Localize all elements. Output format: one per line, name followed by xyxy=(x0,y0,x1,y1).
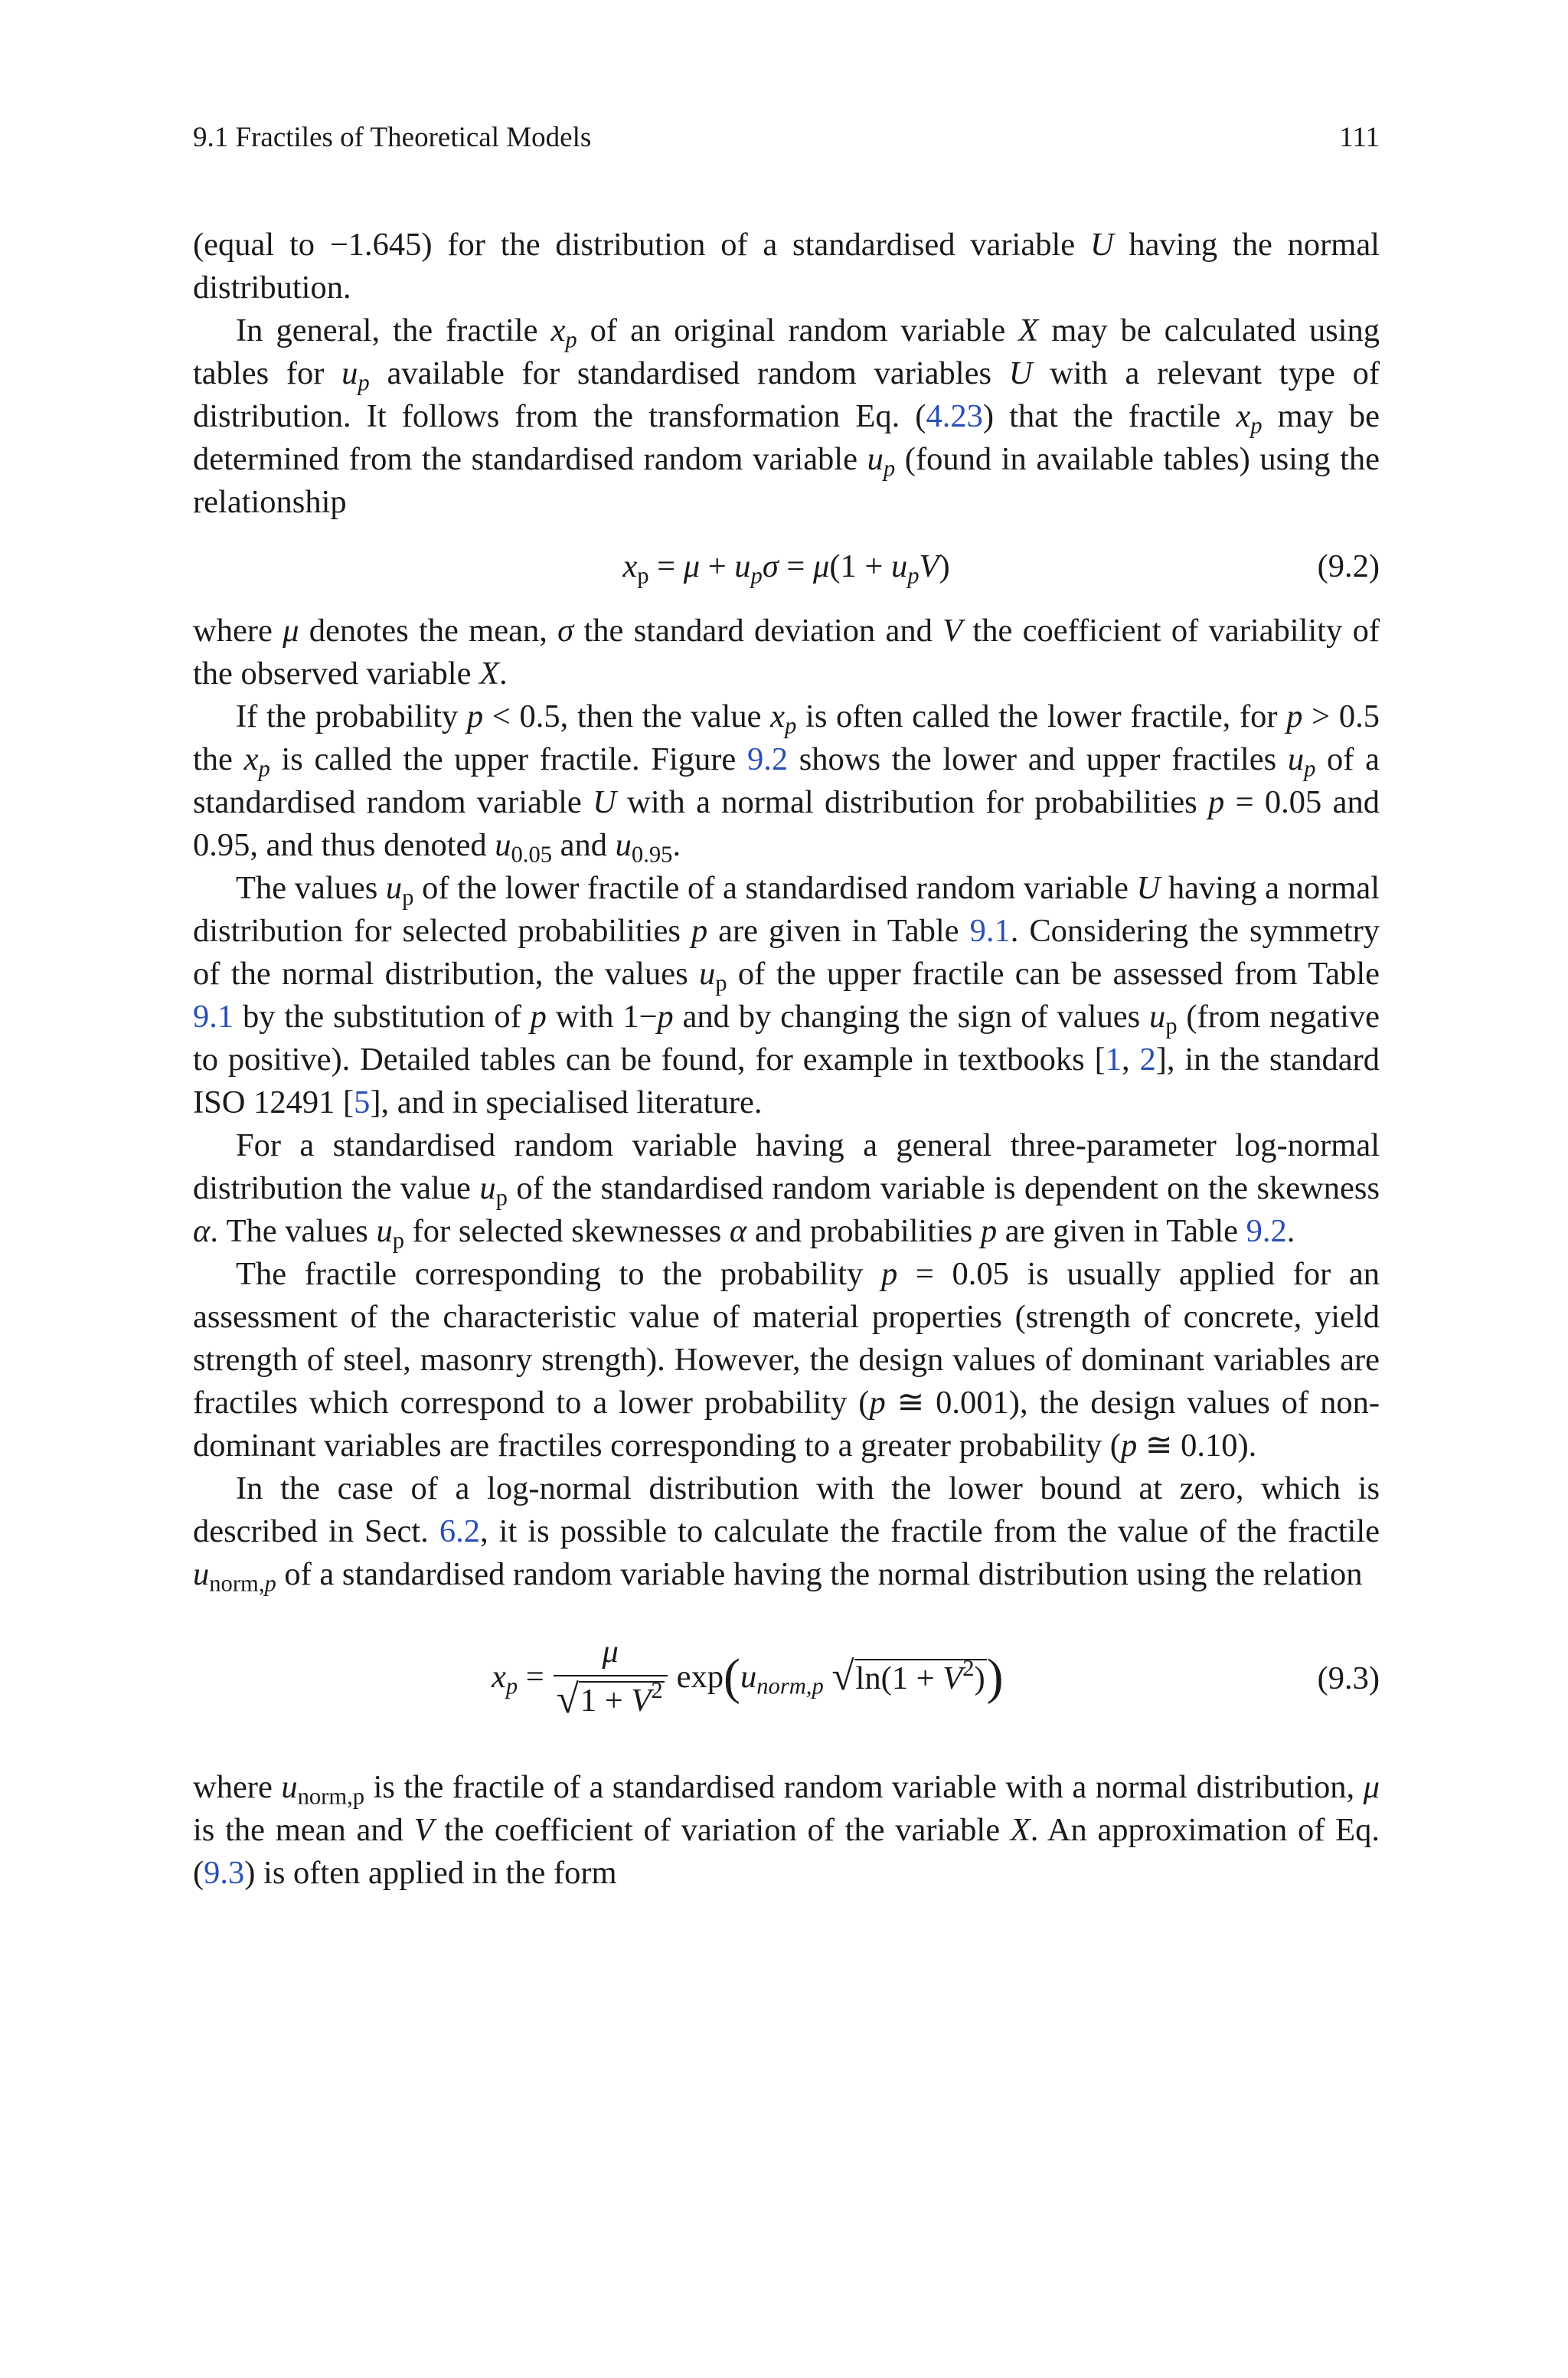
figure-link-9-2[interactable]: 9.2 xyxy=(746,741,789,777)
table-link-9-1-second[interactable]: 9.1 xyxy=(193,999,234,1035)
paragraph-4: If the probability p < 0.5, then the value $x_p$ is often called the lower fractile, for p > 0.5 the $x_p$ is called the upper fractile. Figure 9.2 shows the lower and upper fractiles $u_p$ of a standardised random variable U with a normal distribution for probabilities p = 0.05 and 0.95, and thus denoted $u_{0.05}$ and $u_{0.95}$. xyxy=(193,698,1380,868)
section-link-6-2[interactable]: 6.2 xyxy=(439,1513,480,1549)
citation-link-1[interactable]: 1 xyxy=(1105,1042,1122,1078)
table-link-9-2[interactable]: 9.2 xyxy=(1246,1213,1287,1249)
page-number: 111 xyxy=(1339,122,1380,153)
equation-9-2 xyxy=(193,524,1380,610)
table-link-9-1[interactable]: 9.1 xyxy=(969,913,1011,949)
paragraph-9: where $u_{norm,p}$ is the fractile of a standardised random variable with a normal distribution, μ is the mean and V the coefficient of variation of the variable X. An approximation of Eq. (9.3) is often applied in the form xyxy=(193,1769,1380,1891)
paragraph-7: The fractile corresponding to the probability p = 0.05 is usually applied for an assessment of the characteristic value of material properties (strength of concrete, yield strength of steel, masonry strength). However, the design values of dominant variables are fractiles which correspond to a lower probability (p ≅ 0.001), the design values of non-dominant variables are fractiles corresponding to a greater probability (p ≅ 0.10). xyxy=(193,1256,1380,1464)
paragraph-6: For a standardised random variable having a general three-parameter log-normal distribution the value $u_p$ of the standardised random variable is dependent on the skewness α. The values $u_p$ for selected skewnesses α and probabilities p are given in Table 9.2. xyxy=(193,1127,1380,1254)
equation-9-3-number: (9.3) xyxy=(1317,1660,1380,1696)
paragraph-1: (equal to −1.645) for the distribution of a standardised variable U having the normal distribution. xyxy=(193,227,1380,306)
paragraph-2: In general, the fractile $x_p$ of an original random variable X may be calculated using tables for $u_p$ available for standardised random variables U with a relevant type of distribution. It follows from the transformation Eq. (4.23) that the fractile $x_p$ may be determined from the standardised random variable $u_p$ (found in available tables) using the relationship xyxy=(193,312,1380,520)
equation-link-4-23[interactable]: 4.23 xyxy=(926,398,983,434)
equation-9-2-expression: $x_p = \mu + u_p\sigma = \mu(1 + u_pV)$ xyxy=(622,548,950,589)
equation-9-3-expression: $x_p$ = μ √ $1 + V^2$ exp ( $u_{norm,p}$ √ $\ln(1 + V^2)$ ) xyxy=(492,1601,1004,1754)
equation-link-9-3[interactable]: 9.3 xyxy=(204,1855,245,1891)
page xyxy=(193,121,1380,1895)
equation-9-2-number: (9.2) xyxy=(1317,548,1380,584)
paragraph-8: In the case of a log-normal distribution with the lower bound at zero, which is described in Sect. 6.2, it is possible to calculate the fractile from the value of the fractile $u_{norm,p}$ of a standardised random variable having the normal distribution using the relation xyxy=(193,1470,1380,1597)
equation-9-3-fraction: μ √ $1 + V^2$ xyxy=(554,1631,668,1724)
running-head xyxy=(193,121,1380,155)
paragraph-5: The values $u_p$ of the lower fractile of a standardised random variable U having a normal distribution for selected probabilities p are given in Table 9.1. Considering the symmetry of the normal distribution, the values $u_p$ of the upper fractile can be assessed from Table 9.1 by the substitution of p with 1−p and by changing the sign of values $u_p$ (from negative to positive). Detailed tables can be found, for example in textbooks [1, 2], in the standard ISO 12491 [5], and in specialised literature. xyxy=(193,870,1380,1120)
running-head-section: 9.1 Fractiles of Theoretical Models xyxy=(193,122,592,153)
body-text xyxy=(193,224,1380,1895)
paragraph-3: where μ denotes the mean, σ the standard deviation and V the coefficient of variability of the observed variable X. xyxy=(193,613,1380,692)
citation-link-2[interactable]: 2 xyxy=(1139,1042,1156,1078)
equation-9-3 xyxy=(193,1601,1380,1766)
citation-link-5[interactable]: 5 xyxy=(354,1084,371,1120)
